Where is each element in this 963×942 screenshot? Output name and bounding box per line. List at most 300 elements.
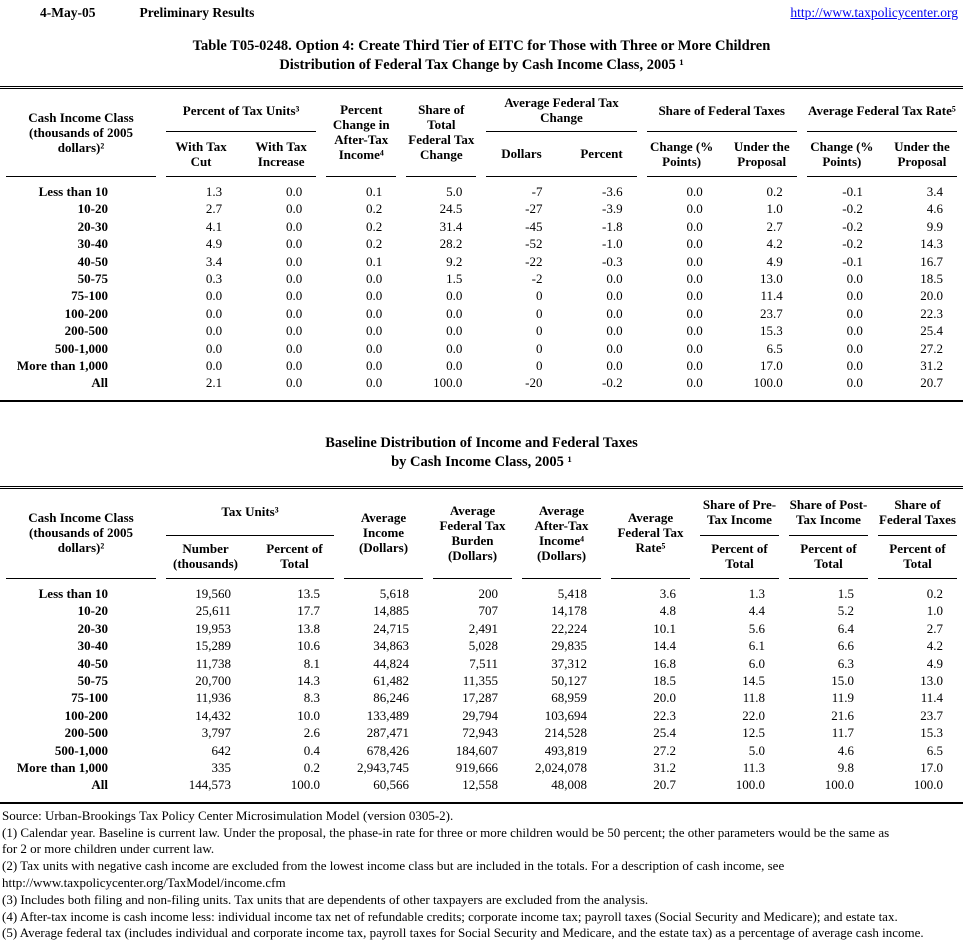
data-cell: 11.3 [742, 759, 765, 775]
col-change-points: Change (% Points) [650, 138, 714, 169]
data-cell: 13.0 [920, 672, 943, 688]
data-cell: 13.5 [297, 585, 320, 601]
data-cell: 14,885 [373, 603, 409, 619]
data-cell: 0.0 [686, 305, 703, 321]
data-cell: 0.4 [303, 742, 320, 758]
data-cell: 5.6 [748, 620, 765, 636]
data-cell: 16.7 [920, 253, 943, 269]
row-label: More than 1,000 [16, 759, 108, 775]
table1-title-line2: Distribution of Federal Tax Change by Cash Income Class, 2005 ¹ [279, 57, 684, 73]
footnote-line: (4) After-tax income is cash income less: individual income tax net of refundable credits; corporate income tax; payroll taxes (Social Security and Medicare); and estate tax. [2, 908, 898, 924]
data-cell: 18.5 [920, 271, 943, 287]
data-cell: 4.6 [837, 742, 854, 758]
data-cell: 11.8 [742, 690, 765, 706]
data-cell: 68,959 [551, 690, 587, 706]
data-cell: 11.9 [831, 690, 854, 706]
data-cell: 100.0 [735, 777, 765, 793]
col-share-of-total-federal-tax-change: Share of Total Federal Tax Change [406, 89, 476, 177]
colgroup-average-federal-tax-change [486, 89, 636, 177]
footnote-line: (1) Calendar year. Baseline is current law. Under the proposal, the phase-in rate for three or more children would be 50 percent; the other parameters would be the same as [2, 824, 890, 840]
data-cell: 11,355 [462, 672, 498, 688]
colgroup-share-of-pretax-income [700, 489, 779, 579]
col-percent: Percent [580, 146, 623, 161]
data-cell: 103,694 [544, 707, 587, 723]
data-cell: 15.0 [831, 672, 854, 688]
data-cell: 642 [211, 742, 231, 758]
data-cell: 2,943,745 [357, 759, 409, 775]
data-cell: 0 [535, 358, 543, 374]
data-cell: 0.0 [366, 323, 383, 339]
colgroup-label-average-federal-tax-rate: Average Federal Tax Rate⁵ [807, 89, 957, 132]
data-cell: 1.0 [766, 201, 783, 217]
data-cell: 25.4 [653, 725, 676, 741]
data-cell: 0 [535, 305, 543, 321]
data-cell: 11.7 [831, 725, 854, 741]
col-average-income: Average Income (Dollars) [344, 489, 423, 579]
data-cell: 0.3 [205, 271, 223, 287]
data-cell: -0.2 [842, 218, 863, 234]
data-cell: 15.3 [760, 323, 783, 339]
data-cell: 14.3 [920, 236, 943, 252]
data-cell: 11,936 [195, 690, 231, 706]
data-cell: 28.2 [439, 236, 463, 252]
col-change-points: Change (% Points) [810, 138, 874, 169]
col-dollars: Dollars [501, 146, 542, 161]
data-cell: 22,224 [551, 620, 587, 636]
baseline-table-header [0, 486, 963, 579]
data-cell: 0.1 [366, 184, 383, 199]
data-cell: 17,287 [462, 690, 498, 706]
data-cell: 0.0 [366, 358, 383, 374]
data-cell: 17.0 [760, 358, 783, 374]
data-cell: 0.0 [606, 305, 623, 321]
data-cell: 0.0 [846, 288, 863, 304]
col-cash-income-class: Cash Income Class (thousands of 2005 dollars)² [6, 89, 156, 177]
data-cell: 6.3 [837, 655, 854, 671]
data-cell: -1.8 [602, 218, 623, 234]
col-average-federal-tax-rate: Average Federal Tax Rate⁵ [611, 489, 690, 579]
data-cell: 22.3 [653, 707, 676, 723]
data-cell: 31.2 [920, 358, 943, 374]
data-cell: 0.0 [606, 358, 623, 374]
data-cell: 22.3 [920, 305, 943, 321]
data-cell: -45 [525, 218, 543, 234]
table2-title-line2: by Cash Income Class, 2005 ¹ [391, 453, 572, 470]
data-cell: 23.7 [760, 305, 783, 321]
data-cell: 10.6 [297, 638, 320, 654]
data-cell: 214,528 [544, 725, 587, 741]
row-label: All [91, 777, 108, 793]
data-cell: 0.0 [285, 218, 303, 234]
row-label: More than 1,000 [16, 358, 108, 374]
data-cell: 0.0 [686, 340, 703, 356]
row-label: Less than 10 [38, 184, 108, 199]
table1-title-line1: Table T05-0248. Option 4: Create Third Tier of EITC for Those with Three or More Children [192, 38, 771, 54]
data-cell: 6.5 [766, 340, 783, 356]
data-cell: 0.2 [366, 218, 383, 234]
data-cell: 100.0 [753, 375, 783, 391]
data-cell: -0.2 [842, 201, 863, 217]
data-cell: 0.0 [686, 358, 703, 374]
data-cell: 0.0 [446, 305, 463, 321]
data-cell: 0.0 [686, 288, 703, 304]
data-cell: 2.7 [205, 201, 223, 217]
colgroup-label-average-federal-tax-change: Average Federal Tax Change [486, 89, 636, 132]
data-cell: 61,482 [373, 672, 409, 688]
data-cell: 100.0 [433, 375, 463, 391]
data-cell: 72,943 [462, 725, 498, 741]
colgroup-label-tax-units: Tax Units³ [166, 489, 334, 536]
col-percent-of-total: Percent of Total [266, 541, 323, 572]
data-cell: 0.0 [686, 323, 703, 339]
row-label: 50-75 [77, 271, 108, 287]
data-cell: 5,418 [557, 585, 587, 601]
data-cell: 20,700 [195, 672, 231, 688]
colgroup-label-share-of-federal-taxes: Share of Federal Taxes [647, 89, 797, 132]
data-cell: 31.4 [439, 218, 463, 234]
data-cell: 4.2 [766, 236, 783, 252]
col-average-after-tax-income: Average After-Tax Income⁴ (Dollars) [522, 489, 601, 579]
data-cell: 11.4 [760, 288, 783, 304]
data-cell: 5,028 [468, 638, 498, 654]
data-cell: 2.7 [926, 620, 943, 636]
data-cell: 18.5 [653, 672, 676, 688]
colgroup-share-of-federal-taxes [878, 489, 957, 579]
data-cell: 0.0 [846, 375, 863, 391]
colgroup-tax-units [166, 489, 334, 579]
data-cell: 5,618 [379, 585, 409, 601]
data-cell: 0.0 [366, 305, 383, 321]
data-cell: 14.3 [297, 672, 320, 688]
data-cell: 17.0 [920, 759, 943, 775]
data-cell: 0.0 [446, 323, 463, 339]
data-cell: 2,024,078 [535, 759, 587, 775]
data-cell: 25.4 [920, 323, 943, 339]
data-cell: 8.3 [303, 690, 320, 706]
footnote-line: (5) Average federal tax (includes individual and corporate income tax, payroll taxes for Social Security and Medicare, and the estate tax) as a percentage of average cash income. [2, 925, 924, 941]
row-label: 75-100 [71, 690, 108, 706]
data-cell: -0.2 [842, 236, 863, 252]
footnote-line: http://www.taxpolicycenter.org/TaxModel/income.cfm [2, 874, 286, 890]
data-cell: 0.0 [846, 305, 863, 321]
data-cell: 19,953 [195, 620, 231, 636]
data-cell: 2.1 [205, 375, 223, 391]
data-cell: 0.0 [686, 218, 703, 234]
row-label: 50-75 [77, 672, 108, 688]
col-percent-change-after-tax-income: Percent Change in After-Tax Income⁴ [326, 89, 396, 177]
data-cell: 0.0 [366, 340, 383, 356]
data-cell: 3.6 [659, 585, 676, 601]
data-cell: 5.0 [446, 184, 463, 199]
data-cell: -1.0 [602, 236, 623, 252]
row-label: 200-500 [64, 323, 108, 339]
data-cell: 19,560 [195, 585, 231, 601]
data-cell: 0.0 [686, 253, 703, 269]
data-cell: 0.0 [366, 271, 383, 287]
data-cell: 1.0 [926, 603, 943, 619]
row-label: 100-200 [64, 305, 108, 321]
data-cell: 100.0 [290, 777, 320, 793]
report-date: 4-May-05 [40, 5, 96, 20]
data-cell: 0.0 [285, 340, 303, 356]
data-cell: 14,432 [195, 707, 231, 723]
data-cell: 100.0 [824, 777, 854, 793]
row-label: 500-1,000 [54, 742, 108, 758]
data-cell: -0.3 [602, 253, 623, 269]
data-cell: 12.5 [742, 725, 765, 741]
data-cell: 37,312 [551, 655, 587, 671]
data-cell: 0.0 [285, 288, 303, 304]
data-cell: 14.5 [742, 672, 765, 688]
data-cell: 0.0 [846, 340, 863, 356]
data-cell: 1.5 [837, 585, 854, 601]
data-cell: 0 [535, 340, 543, 356]
data-cell: 0.2 [366, 201, 383, 217]
data-cell: 3.4 [205, 253, 223, 269]
data-cell: 0.1 [366, 253, 383, 269]
data-cell: 2,491 [468, 620, 498, 636]
data-cell: -27 [525, 201, 543, 217]
data-cell: 4.6 [926, 201, 943, 217]
col-under-the-proposal: Under the Proposal [733, 138, 790, 169]
preliminary-results-label: Preliminary Results [139, 5, 255, 20]
col-number-thousands: Number (thousands) [172, 541, 239, 572]
data-cell: 9.2 [446, 253, 463, 269]
data-cell: 14,178 [551, 603, 587, 619]
data-cell: 0.0 [205, 323, 223, 339]
data-cell: 100.0 [913, 777, 943, 793]
data-cell: 919,666 [455, 759, 498, 775]
data-cell: 6.6 [837, 638, 854, 654]
data-cell: 27.2 [920, 340, 943, 356]
data-cell: 1.3 [748, 585, 765, 601]
data-cell: 10.0 [297, 707, 320, 723]
baseline-table-body [0, 579, 963, 804]
taxpolicycenter-link[interactable]: http://www.taxpolicycenter.org [790, 5, 958, 20]
data-cell: 12,558 [462, 777, 498, 793]
tax-change-table-header [0, 86, 963, 177]
data-cell: 0.0 [205, 358, 223, 374]
data-cell: 24,715 [373, 620, 409, 636]
data-cell: 21.6 [831, 707, 854, 723]
data-cell: 0.0 [285, 358, 303, 374]
data-cell: 678,426 [366, 742, 409, 758]
data-cell: 6.1 [748, 638, 765, 654]
data-cell: 4.2 [926, 638, 943, 654]
row-label: 20-30 [77, 620, 108, 636]
data-cell: 27.2 [653, 742, 676, 758]
data-cell: 0.2 [303, 759, 320, 775]
data-cell: 0 [535, 288, 543, 304]
data-cell: 0.2 [926, 585, 943, 601]
data-cell: 13.8 [297, 620, 320, 636]
colgroup-share-of-federal-taxes [647, 89, 797, 177]
data-cell: 144,573 [188, 777, 231, 793]
tax-change-table [0, 86, 963, 402]
data-cell: 0.0 [285, 305, 303, 321]
data-cell: 335 [211, 759, 231, 775]
data-cell: 0.0 [846, 271, 863, 287]
data-cell: 707 [478, 603, 498, 619]
data-cell: 4.9 [766, 253, 783, 269]
row-label: 10-20 [77, 201, 108, 217]
data-cell: 0.0 [686, 184, 703, 199]
data-cell: 60,566 [373, 777, 409, 793]
data-cell: 0.0 [205, 340, 223, 356]
table2-title-line1: Baseline Distribution of Income and Federal Taxes [325, 434, 638, 451]
tax-change-table-body [0, 177, 963, 402]
data-cell: 0.0 [285, 271, 303, 287]
row-label: 30-40 [77, 236, 108, 252]
data-cell: 4.9 [205, 236, 223, 252]
row-label: All [91, 375, 108, 391]
row-label: Less than 10 [38, 585, 108, 601]
data-cell: 0.0 [446, 340, 463, 356]
data-cell: 20.0 [920, 288, 943, 304]
data-cell: 86,246 [373, 690, 409, 706]
data-cell: 5.2 [837, 603, 854, 619]
data-cell: -2 [531, 271, 543, 287]
row-label: 40-50 [77, 655, 108, 671]
data-cell: 20.7 [920, 375, 943, 391]
footnote-line: (2) Tax units with negative cash income are excluded from the lowest income class but are included in the totals. For a description of cash income, see [2, 858, 785, 874]
data-cell: 4.8 [659, 603, 676, 619]
data-cell: 23.7 [920, 707, 943, 723]
col-cash-income-class: Cash Income Class (thousands of 2005 dollars)² [6, 489, 156, 579]
data-cell: 0 [535, 323, 543, 339]
data-cell: 20.0 [653, 690, 676, 706]
data-cell: 200 [478, 585, 498, 601]
data-cell: 24.5 [439, 201, 463, 217]
data-cell: 50,127 [551, 672, 587, 688]
data-cell: 44,824 [373, 655, 409, 671]
footnotes [0, 808, 963, 942]
data-cell: 1.5 [446, 271, 463, 287]
col-percent-of-total: Percent of Total [800, 541, 857, 572]
row-label: 30-40 [77, 638, 108, 654]
row-label: 40-50 [77, 253, 108, 269]
data-cell: 25,611 [195, 603, 231, 619]
page-header-bar [0, 0, 963, 21]
data-cell: 0.0 [446, 358, 463, 374]
data-cell: -3.9 [602, 201, 623, 217]
colgroup-label-share-of-federal-taxes: Share of Federal Taxes [878, 489, 957, 536]
col-with-tax-cut: With Tax Cut [175, 138, 227, 169]
data-cell: 29,794 [462, 707, 498, 723]
data-cell: -20 [525, 375, 543, 391]
data-cell: 6.4 [837, 620, 854, 636]
data-cell: 133,489 [366, 707, 409, 723]
data-cell: 17.7 [297, 603, 320, 619]
col-percent-of-total: Percent of Total [711, 541, 768, 572]
data-cell: 16.8 [653, 655, 676, 671]
data-cell: 3.4 [926, 184, 943, 199]
data-cell: 0.0 [366, 375, 383, 391]
data-cell: 13.0 [760, 271, 783, 287]
data-cell: 0.2 [766, 184, 783, 199]
data-cell: 493,819 [544, 742, 587, 758]
data-cell: 287,471 [366, 725, 409, 741]
data-cell: 0.0 [285, 375, 303, 391]
data-cell: -0.1 [842, 184, 863, 199]
row-label: 20-30 [77, 218, 108, 234]
data-cell: 20.7 [653, 777, 676, 793]
data-cell: 11,738 [195, 655, 231, 671]
data-cell: 0.0 [686, 271, 703, 287]
data-cell: -0.2 [602, 375, 623, 391]
colgroup-average-federal-tax-rate [807, 89, 957, 177]
row-label: 200-500 [64, 725, 108, 741]
data-cell: 0.0 [846, 323, 863, 339]
data-cell: 1.3 [205, 184, 223, 199]
data-cell: 0.2 [366, 236, 383, 252]
baseline-distribution-table [0, 486, 963, 804]
data-cell: -22 [525, 253, 543, 269]
data-cell: 0.0 [606, 288, 623, 304]
col-percent-of-total: Percent of Total [889, 541, 946, 572]
data-cell: 0.0 [285, 184, 303, 199]
data-cell: 184,607 [455, 742, 498, 758]
data-cell: 14.4 [653, 638, 676, 654]
data-cell: -3.6 [602, 184, 623, 199]
data-cell: 6.0 [748, 655, 765, 671]
data-cell: 0.0 [686, 375, 703, 391]
footnote-line: (3) Includes both filing and non-filing units. Tax units that are dependents of other taxpayers are excluded from the analysis. [2, 891, 649, 907]
data-cell: 22.0 [742, 707, 765, 723]
data-cell: 2.6 [303, 725, 320, 741]
col-with-tax-increase: With Tax Increase [255, 138, 307, 169]
data-cell: 4.1 [205, 218, 223, 234]
data-cell: 3,797 [201, 725, 231, 741]
data-cell: 15,289 [195, 638, 231, 654]
data-cell: 0.0 [366, 288, 383, 304]
data-cell: 0.0 [846, 358, 863, 374]
row-label: 500-1,000 [54, 340, 108, 356]
data-cell: 4.4 [748, 603, 765, 619]
footnote-line: Source: Urban-Brookings Tax Policy Center Microsimulation Model (version 0305-2). [2, 807, 454, 823]
data-cell: 0.0 [205, 305, 223, 321]
data-cell: 29,835 [551, 638, 587, 654]
data-cell: 0.0 [285, 253, 303, 269]
data-cell: 34,863 [373, 638, 409, 654]
data-cell: -52 [525, 236, 543, 252]
data-cell: 0.0 [205, 288, 223, 304]
data-cell: 8.1 [303, 655, 320, 671]
data-cell: 0.0 [285, 201, 303, 217]
col-average-federal-tax-burden: Average Federal Tax Burden (Dollars) [433, 489, 512, 579]
colgroup-percent-of-tax-units [166, 89, 316, 177]
data-cell: 0.0 [606, 323, 623, 339]
data-cell: 0.0 [606, 340, 623, 356]
data-cell: 0.0 [446, 288, 463, 304]
colgroup-label-percent-of-tax-units: Percent of Tax Units³ [166, 89, 316, 132]
data-cell: 31.2 [653, 759, 676, 775]
colgroup-share-of-posttax-income [789, 489, 868, 579]
data-cell: 0.0 [606, 271, 623, 287]
footnote-line: for 2 or more children under current law. [2, 841, 215, 857]
col-under-the-proposal: Under the Proposal [894, 138, 950, 169]
row-label: 75-100 [71, 288, 108, 304]
data-cell: 15.3 [920, 725, 943, 741]
data-cell: 4.9 [926, 655, 943, 671]
data-cell: 10.1 [653, 620, 676, 636]
data-cell: 5.0 [748, 742, 765, 758]
data-cell: 2.7 [766, 218, 783, 234]
data-cell: -0.1 [842, 253, 863, 269]
data-cell: 0.0 [285, 323, 303, 339]
data-cell: 11.4 [920, 690, 943, 706]
data-cell: 9.8 [837, 759, 854, 775]
